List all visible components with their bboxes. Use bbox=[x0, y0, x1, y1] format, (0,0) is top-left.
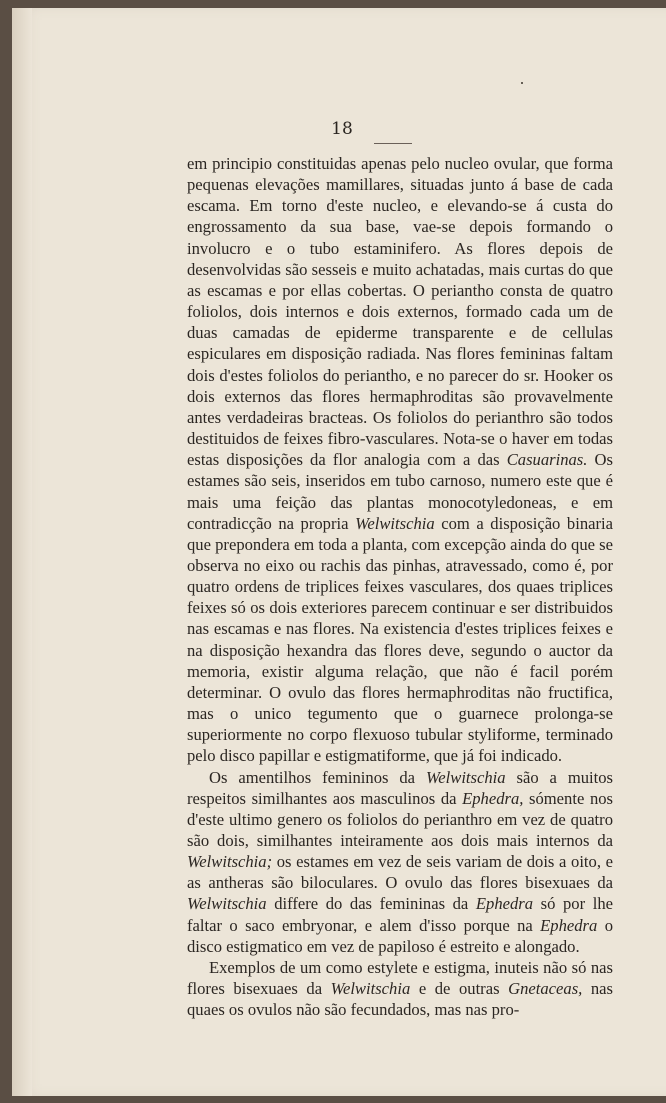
text-run: Os estames são seis, inseridos em tubo carnoso, numero este que é mais uma feição das plantas monocotyledoneas, e em contradicção na propria bbox=[187, 450, 613, 533]
italic-term: Ephedra bbox=[475, 894, 534, 914]
paragraph bbox=[187, 153, 613, 767]
text-run: os estames em vez de seis variam de dois a oito, e as antheras são biloculares. O ovulo das flores bisexuaes da bbox=[187, 852, 613, 893]
page-number-rule bbox=[374, 143, 412, 144]
page-number: 18 bbox=[331, 119, 353, 139]
page-gutter-shadow bbox=[12, 8, 32, 1096]
italic-term: Welwitschia; bbox=[187, 852, 273, 872]
body-text bbox=[187, 153, 613, 1020]
italic-term: Ephedra, bbox=[462, 788, 524, 808]
text-run: o disco estigmatico em vez de papiloso é estreito e alongado. bbox=[187, 915, 613, 956]
text-run: sómente nos d'este ultimo genero os foliolos do perianthro em vez de quatro são dois, similhantes inteiramente aos dois mais internos da bbox=[187, 788, 613, 850]
text-run: só por lhe faltar o saco embryonar, e alem d'isso porque na bbox=[187, 894, 613, 935]
text-run: são a muitos respeitos similhantes aos masculinos da bbox=[187, 767, 614, 808]
text-run: nas quaes os ovulos não são fecundados, mas nas pro- bbox=[187, 979, 613, 1020]
text-run: differe do das femininas da bbox=[266, 894, 476, 914]
paragraph bbox=[187, 957, 613, 1020]
text-run: Exemplos de um como estylete e estigma, inuteis não só nas flores bisexuaes da bbox=[187, 957, 613, 999]
italic-term: Gnetaceas, bbox=[508, 979, 583, 999]
print-speck bbox=[521, 82, 523, 84]
text-run: em principio constituidas apenas pelo nucleo ovular, que forma pequenas elevações mamillares, situadas junto á base de cada escama. Em torno d'este nucleo, e elevando-se á custa do engrossamento da sua base, vae-se depois formando o involucro e o tubo estaminifero. As flores depois de desenvolvidas são sesseis e muito achatadas, mais curtas do que as escamas e por ellas cobertas. O periantho consta de quatro foliolos, dois internos e dois externos, formado cada um de duas camadas de epiderme transparente e de cellulas espiculares em disposição radiada. Nas flores femininas faltam dois d'estes foliolos do periantho, e no parecer do sr. Hooker os dois externos das flores hermaphroditas são provavelmente antes verdadeiras bracteas. Os foliolos do perianthro são todos destituidos de feixes fibro-vasculares. Nota-se o haver em todas estas disposições da flor analogia com a das bbox=[187, 154, 613, 470]
italic-term: Casuarinas. bbox=[506, 450, 588, 470]
italic-term: Welwitschia bbox=[187, 894, 267, 914]
paragraph bbox=[187, 767, 613, 957]
text-run: e de outras bbox=[410, 979, 509, 999]
italic-term: Welwitschia bbox=[425, 767, 506, 787]
text-run: Os amentilhos femininos da bbox=[209, 767, 426, 787]
italic-term: Welwitschia bbox=[355, 513, 435, 533]
text-run: com a disposição binaria que prepondera em toda a planta, com excepção ainda do que se observa no eixo ou rachis das pinhas, atravessado, como é, por quatro ordens de triplices feixes vasculares, dos quaes triplices feixes só os dois exteriores parecem continuar e ser distribuidos nas escamas e nas flores. Na existencia d'estes triplices feixes e na disposição hexandra das flores deve, segundo o auctor da memoria, existir alguma relação, que não é facil porém determinar. O ovulo das flores hermaphroditas não fructifica, mas o unico tegumento que o guarnece prolonga-se superiormente no corpo flexuoso tubular styliforme, terminado pelo disco papillar e estigmatiforme, que já foi indicado. bbox=[187, 513, 613, 766]
italic-term: Ephedra bbox=[540, 915, 598, 935]
italic-term: Welwitschia bbox=[330, 979, 411, 999]
